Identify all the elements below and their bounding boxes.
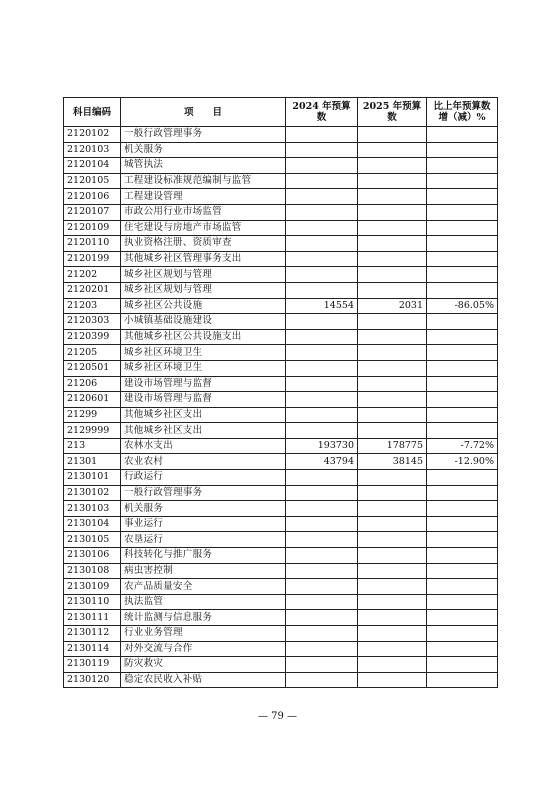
cell-budget-2025 (358, 158, 427, 174)
cell-name: 执业资格注册、资质审查 (121, 236, 286, 252)
cell-budget-2024 (286, 501, 358, 517)
cell-budget-2025 (358, 626, 427, 642)
cell-change (427, 376, 498, 392)
table-row (64, 672, 498, 688)
cell-budget-2025 (358, 532, 427, 548)
cell-code: 2130101 (64, 470, 121, 486)
cell-budget-2024 (286, 127, 358, 143)
cell-name: 机关服务 (121, 142, 286, 158)
cell-change (427, 392, 498, 408)
table-row (64, 173, 498, 189)
cell-code: 2120201 (64, 282, 121, 298)
cell-name: 其他城乡社区公共设施支出 (121, 329, 286, 345)
cell-change (427, 641, 498, 657)
cell-name: 科技转化与推广服务 (121, 548, 286, 564)
cell-name: 农林水支出 (121, 438, 286, 454)
cell-change (427, 610, 498, 626)
cell-code: 2130110 (64, 594, 121, 610)
cell-budget-2025 (358, 267, 427, 283)
cell-budget-2025 (358, 516, 427, 532)
cell-change (427, 501, 498, 517)
table-row (64, 610, 498, 626)
cell-budget-2025: 178775 (358, 438, 427, 454)
cell-change (427, 626, 498, 642)
cell-budget-2024 (286, 142, 358, 158)
cell-name: 病虫害控制 (121, 563, 286, 579)
table-row (64, 376, 498, 392)
cell-budget-2024 (286, 314, 358, 330)
cell-budget-2024 (286, 236, 358, 252)
cell-budget-2024 (286, 423, 358, 439)
table-row (64, 641, 498, 657)
cell-budget-2024 (286, 189, 358, 205)
cell-budget-2025 (358, 376, 427, 392)
cell-change (427, 220, 498, 236)
table-row (64, 267, 498, 283)
cell-budget-2024 (286, 470, 358, 486)
cell-budget-2025 (358, 407, 427, 423)
cell-code: 2130102 (64, 485, 121, 501)
cell-name: 城乡社区环境卫生 (121, 345, 286, 361)
cell-budget-2025 (358, 142, 427, 158)
cell-budget-2025 (358, 423, 427, 439)
header-budget-2024: 2024 年预算数 (286, 98, 358, 127)
cell-change (427, 657, 498, 673)
cell-budget-2024 (286, 641, 358, 657)
cell-budget-2024: 43794 (286, 454, 358, 470)
table-row (64, 579, 498, 595)
cell-name: 统计监测与信息服务 (121, 610, 286, 626)
table-row (64, 532, 498, 548)
cell-name: 工程建设标准规范编制与监管 (121, 173, 286, 189)
cell-code: 2130114 (64, 641, 121, 657)
cell-name: 农垦运行 (121, 532, 286, 548)
table-row (64, 236, 498, 252)
cell-budget-2024 (286, 392, 358, 408)
cell-budget-2025: 2031 (358, 298, 427, 314)
cell-code: 2130111 (64, 610, 121, 626)
cell-change (427, 204, 498, 220)
cell-name: 对外交流与合作 (121, 641, 286, 657)
cell-budget-2025 (358, 360, 427, 376)
cell-budget-2024 (286, 579, 358, 595)
cell-code: 2120107 (64, 204, 121, 220)
budget-table (63, 97, 498, 688)
cell-budget-2025 (358, 314, 427, 330)
cell-name: 行业业务管理 (121, 626, 286, 642)
cell-name: 事业运行 (121, 516, 286, 532)
cell-budget-2024 (286, 610, 358, 626)
cell-name: 城乡社区公共设施 (121, 298, 286, 314)
table-row (64, 345, 498, 361)
table-row (64, 485, 498, 501)
cell-code: 21205 (64, 345, 121, 361)
cell-budget-2025 (358, 594, 427, 610)
cell-code: 2130119 (64, 657, 121, 673)
cell-change (427, 314, 498, 330)
header-budget-2025: 2025 年预算数 (358, 98, 427, 127)
cell-name: 机关服务 (121, 501, 286, 517)
table-row (64, 657, 498, 673)
cell-code: 2120199 (64, 251, 121, 267)
cell-budget-2025 (358, 127, 427, 143)
cell-name: 一般行政管理事务 (121, 485, 286, 501)
cell-change (427, 548, 498, 564)
table-row (64, 392, 498, 408)
header-row (64, 98, 498, 127)
cell-code: 2120109 (64, 220, 121, 236)
table-row (64, 204, 498, 220)
cell-name: 防灾救灾 (121, 657, 286, 673)
cell-code: 2120102 (64, 127, 121, 143)
cell-budget-2025 (358, 641, 427, 657)
cell-budget-2024 (286, 267, 358, 283)
cell-change (427, 236, 498, 252)
cell-change: -7.72% (427, 438, 498, 454)
table-row (64, 501, 498, 517)
cell-budget-2024 (286, 173, 358, 189)
cell-name: 行政运行 (121, 470, 286, 486)
cell-budget-2024 (286, 360, 358, 376)
cell-name: 稳定农民收入补贴 (121, 672, 286, 688)
header-change: 比上年预算数增（减）% (427, 98, 498, 127)
cell-name: 市政公用行业市场监管 (121, 204, 286, 220)
cell-budget-2024 (286, 626, 358, 642)
cell-change (427, 158, 498, 174)
table-row (64, 548, 498, 564)
cell-change (427, 470, 498, 486)
cell-budget-2024: 14554 (286, 298, 358, 314)
cell-budget-2024 (286, 220, 358, 236)
cell-budget-2024 (286, 657, 358, 673)
cell-budget-2025 (358, 610, 427, 626)
cell-code: 2130108 (64, 563, 121, 579)
cell-name: 住宅建设与房地产市场监管 (121, 220, 286, 236)
cell-code: 2120104 (64, 158, 121, 174)
table-row (64, 470, 498, 486)
cell-name: 工程建设管理 (121, 189, 286, 205)
cell-code: 21301 (64, 454, 121, 470)
cell-code: 2120106 (64, 189, 121, 205)
cell-change (427, 594, 498, 610)
cell-name: 建设市场管理与监督 (121, 392, 286, 408)
cell-change (427, 485, 498, 501)
table-row (64, 626, 498, 642)
table-row (64, 220, 498, 236)
cell-code: 2120110 (64, 236, 121, 252)
cell-budget-2024 (286, 407, 358, 423)
cell-budget-2025 (358, 501, 427, 517)
cell-name: 其他城乡社区支出 (121, 423, 286, 439)
cell-budget-2025 (358, 282, 427, 298)
header-code: 科目编码 (64, 98, 121, 127)
cell-name: 其他城乡社区管理事务支出 (121, 251, 286, 267)
cell-change (427, 282, 498, 298)
cell-budget-2025 (358, 563, 427, 579)
cell-budget-2025 (358, 392, 427, 408)
cell-code: 2130120 (64, 672, 121, 688)
cell-budget-2024 (286, 251, 358, 267)
cell-name: 城乡社区规划与管理 (121, 267, 286, 283)
cell-budget-2025 (358, 657, 427, 673)
cell-budget-2024 (286, 532, 358, 548)
cell-code: 2130103 (64, 501, 121, 517)
cell-name: 农产品质量安全 (121, 579, 286, 595)
cell-code: 2130104 (64, 516, 121, 532)
table-row (64, 454, 498, 470)
cell-code: 2130109 (64, 579, 121, 595)
cell-change (427, 267, 498, 283)
cell-code: 2130105 (64, 532, 121, 548)
cell-budget-2025 (358, 173, 427, 189)
cell-code: 2130112 (64, 626, 121, 642)
cell-change (427, 532, 498, 548)
cell-budget-2025 (358, 345, 427, 361)
table-row (64, 516, 498, 532)
cell-code: 2120303 (64, 314, 121, 330)
table-row (64, 158, 498, 174)
cell-budget-2024 (286, 282, 358, 298)
table-row (64, 282, 498, 298)
cell-name: 城乡社区环境卫生 (121, 360, 286, 376)
cell-budget-2025 (358, 548, 427, 564)
table-row (64, 407, 498, 423)
cell-budget-2024 (286, 548, 358, 564)
cell-code: 2130106 (64, 548, 121, 564)
cell-name: 建设市场管理与监督 (121, 376, 286, 392)
cell-code: 2120103 (64, 142, 121, 158)
table-row (64, 298, 498, 314)
cell-code: 2120105 (64, 173, 121, 189)
cell-budget-2024 (286, 158, 358, 174)
table-body (64, 127, 498, 688)
cell-name: 执法监管 (121, 594, 286, 610)
cell-budget-2025 (358, 579, 427, 595)
cell-code: 213 (64, 438, 121, 454)
table-row (64, 142, 498, 158)
cell-name: 城管执法 (121, 158, 286, 174)
cell-change (427, 142, 498, 158)
cell-change (427, 360, 498, 376)
cell-budget-2024 (286, 516, 358, 532)
cell-budget-2024 (286, 345, 358, 361)
cell-budget-2025: 38145 (358, 454, 427, 470)
cell-change (427, 563, 498, 579)
header-name: 项 目 (121, 98, 286, 127)
cell-budget-2025 (358, 236, 427, 252)
cell-budget-2024 (286, 485, 358, 501)
cell-code: 21299 (64, 407, 121, 423)
cell-budget-2024 (286, 672, 358, 688)
cell-budget-2024 (286, 376, 358, 392)
cell-name: 城乡社区规划与管理 (121, 282, 286, 298)
cell-name: 农业农村 (121, 454, 286, 470)
cell-change (427, 672, 498, 688)
cell-code: 2120399 (64, 329, 121, 345)
cell-name: 其他城乡社区支出 (121, 407, 286, 423)
cell-budget-2025 (358, 672, 427, 688)
cell-budget-2025 (358, 204, 427, 220)
cell-code: 21202 (64, 267, 121, 283)
cell-name: 一般行政管理事务 (121, 127, 286, 143)
cell-change (427, 423, 498, 439)
cell-change (427, 329, 498, 345)
table-row (64, 594, 498, 610)
cell-budget-2024 (286, 204, 358, 220)
cell-change (427, 189, 498, 205)
page-number: — 79 — (257, 711, 298, 722)
cell-budget-2025 (358, 220, 427, 236)
cell-budget-2025 (358, 470, 427, 486)
table-row (64, 127, 498, 143)
cell-code: 2120501 (64, 360, 121, 376)
cell-change (427, 345, 498, 361)
cell-budget-2024 (286, 563, 358, 579)
cell-budget-2025 (358, 329, 427, 345)
cell-code: 2129999 (64, 423, 121, 439)
table-row (64, 438, 498, 454)
table-row (64, 314, 498, 330)
cell-change (427, 579, 498, 595)
cell-change: -86.05% (427, 298, 498, 314)
table-row (64, 423, 498, 439)
cell-change: -12.90% (427, 454, 498, 470)
table-row (64, 563, 498, 579)
cell-change (427, 173, 498, 189)
cell-change (427, 251, 498, 267)
cell-budget-2025 (358, 485, 427, 501)
table-row (64, 189, 498, 205)
cell-budget-2024 (286, 594, 358, 610)
table-row (64, 251, 498, 267)
cell-budget-2025 (358, 189, 427, 205)
table-row (64, 329, 498, 345)
table-row (64, 360, 498, 376)
cell-code: 2120601 (64, 392, 121, 408)
table-header (64, 98, 498, 127)
cell-budget-2024: 193730 (286, 438, 358, 454)
cell-change (427, 127, 498, 143)
cell-change (427, 516, 498, 532)
cell-budget-2024 (286, 329, 358, 345)
cell-code: 21206 (64, 376, 121, 392)
cell-budget-2025 (358, 251, 427, 267)
cell-name: 小城镇基础设施建设 (121, 314, 286, 330)
cell-code: 21203 (64, 298, 121, 314)
cell-change (427, 407, 498, 423)
